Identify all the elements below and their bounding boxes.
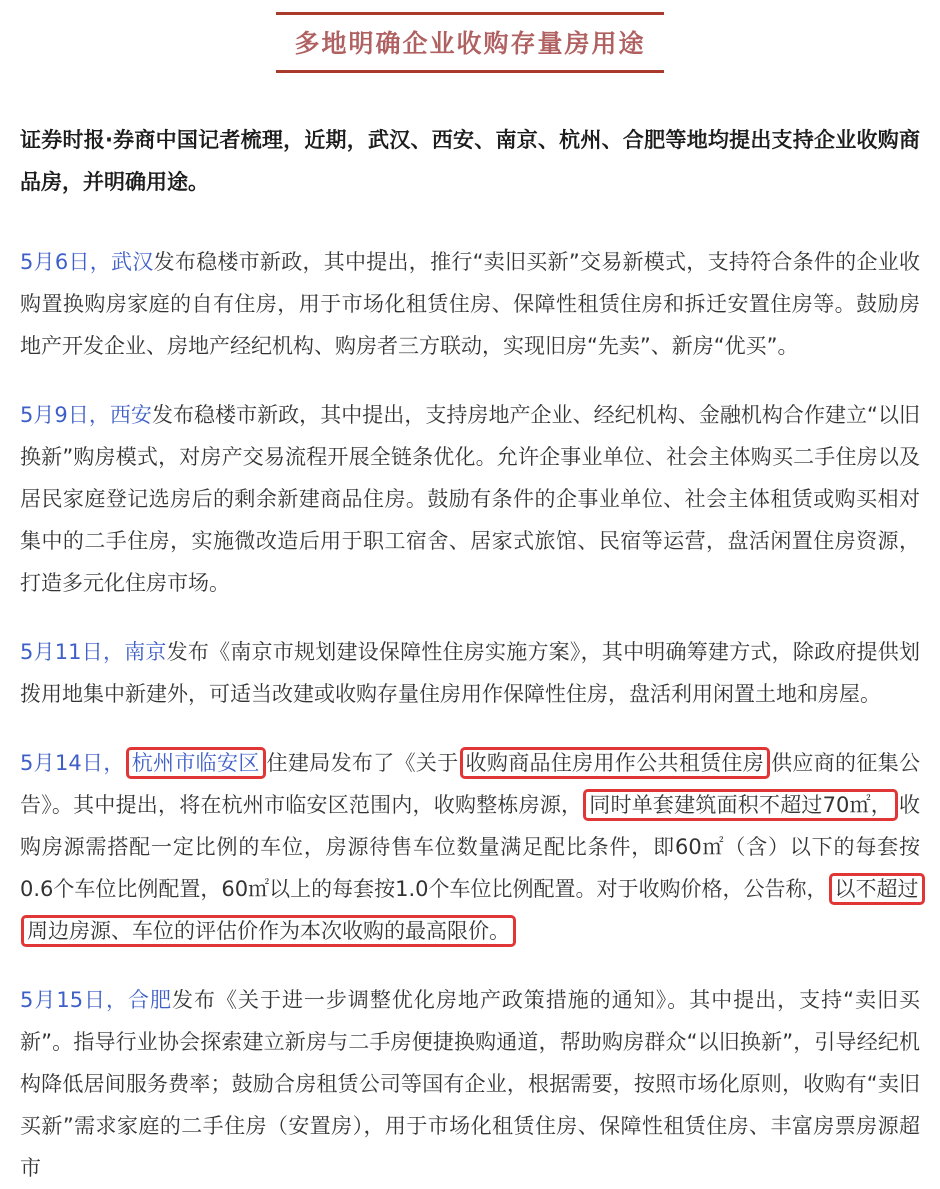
title-rule-frame bbox=[276, 12, 663, 73]
text-segment: 发布稳楼市新政，其中提出，推行“卖旧买新”交易新模式，支持符合条件的企业收购置换购房家庭的自有住房，用于市场化租赁住房、保障性租赁住房和拆迁安置住房等。鼓励房地产开发企业、房地产经纪机构、购房者三方联动，实现旧房“先卖”、新房“优买”。 bbox=[20, 250, 920, 358]
text-segment: 发布稳楼市新政，其中提出，支持房地产企业、经纪机构、金融机构合作建立“以旧换新”购房模式，对房产交易流程开展全链条优化。允许企事业单位、社会主体购买二手住房以及居民家庭登记选房后的剩余新建商品住房。鼓励有条件的企事业单位、社会主体租赁或购买相对集中的二手住房，实施微改造后用于职工宿舍、居家式旅馆、民宿等运营，盘活闲置住房资源，打造多元化住房市场。 bbox=[20, 403, 920, 595]
highlight-box: 以不超过周边房源、车位的评估价作为本次收购的最高限价。 bbox=[21, 873, 925, 947]
paragraph bbox=[20, 742, 920, 952]
paragraph bbox=[20, 394, 920, 604]
article-title-block bbox=[20, 12, 920, 73]
date-city-text: 5月11日，南京 bbox=[20, 640, 167, 664]
text-segment: 发布《关于进一步调整优化房地产政策措施的通知》。其中提出，支持“卖旧买新”。指导行业协会探索建立新房与二手房便捷换购通道，帮助购房群众“以旧换新”，引导经纪机构降低居间服务费率；鼓励合房租赁公司等国有企业，根据需要，按照市场化原则，收购有“卖旧买新”需求家庭的二手住房（安置房），用于市场化租赁住房、保障性租赁住房、丰富房票房源超市 bbox=[20, 988, 920, 1180]
intro-paragraph: 证券时报·券商中国记者梳理，近期，武汉、西安、南京、杭州、合肥等地均提出支持企业收购商品房，并明确用途。 bbox=[20, 128, 920, 194]
date-city-text: 5月6日，武汉 bbox=[20, 250, 154, 274]
date-city-text: 5月14日， bbox=[20, 751, 125, 775]
highlight-box-district: 杭州市临安区 bbox=[126, 747, 266, 779]
text-segment: 发布《南京市规划建设保障性住房实施方案》，其中明确筹建方式，除政府提供划拨用地集中新建外，可适当改建或收购存量住房用作保障性住房，盘活利用闲置土地和房屋。 bbox=[20, 640, 920, 706]
date-city-text: 5月15日，合肥 bbox=[20, 988, 172, 1012]
paragraph bbox=[20, 979, 920, 1189]
date-city-text: 5月9日，西安 bbox=[20, 403, 152, 427]
paragraph bbox=[20, 241, 920, 367]
text-segment: 收购房源需搭配一定比例的车位，房源待售车位数量满足配比条件，即60㎡（含）以下的每套按0.6个车位比例配置，60㎡以上的每套按1.0个车位比例配置。对于收购价格，公告称， bbox=[20, 793, 920, 901]
text-segment: 供应商的征集公告》。其中提出，将在杭州市临安区范围内，收购整栋房源， bbox=[20, 751, 921, 817]
text-segment: 住建局发布了《关于 bbox=[266, 751, 459, 775]
highlight-box: 收购商品住房用作公共租赁住房 bbox=[460, 747, 771, 779]
page-title: 多地明确企业收购存量房用途 bbox=[294, 29, 646, 58]
highlight-box: 同时单套建筑面积不超过70㎡， bbox=[583, 789, 898, 821]
paragraph bbox=[20, 631, 920, 715]
paragraph-list bbox=[20, 241, 920, 1189]
